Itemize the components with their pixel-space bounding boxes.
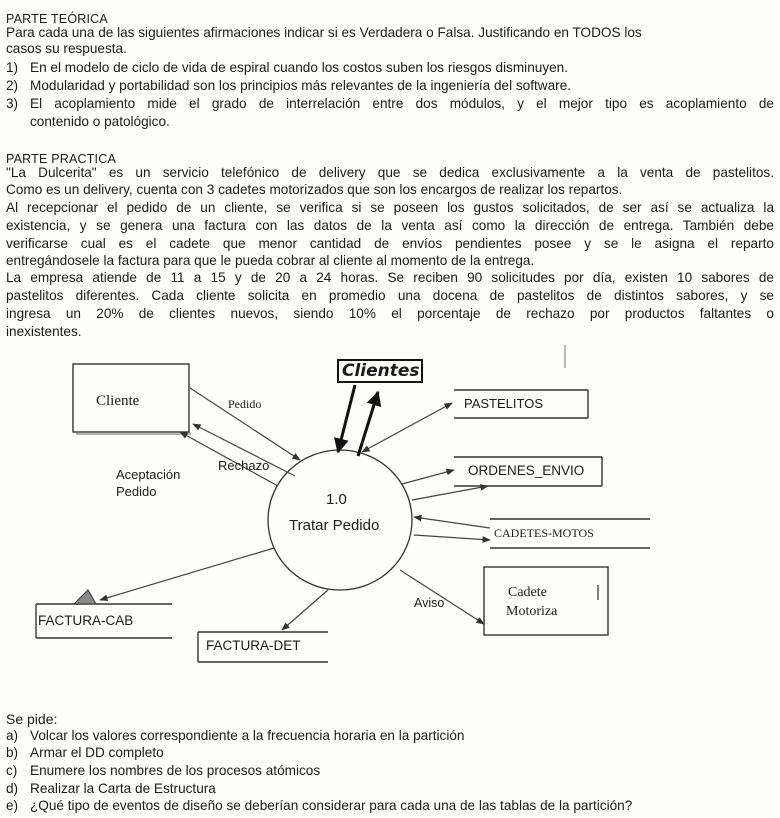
flow-factura-det-arrow: [282, 590, 328, 630]
flow-rechazo-label: Rechazo: [218, 458, 270, 473]
questions-heading: Se pide:: [6, 711, 58, 727]
theory-item-3-text: El acoplamiento mide el grado de interrelación entre dos módulos, y el mejor tipo es acoplamiento de: [30, 96, 774, 111]
theory-intro-line-1: Para cada una de las siguientes afirmaciones indicar si es Verdadera o Falsa. Justificando en TODOS los: [6, 25, 642, 40]
theory-intro-line-2: casos su respuesta.: [6, 41, 127, 56]
theory-item-1-number: 1): [6, 60, 19, 75]
store-factura-cab-label: FACTURA-CAB: [38, 613, 134, 628]
question-a-text: Volcar los valores correspondiente a la frecuencia horaria en la partición: [30, 728, 465, 743]
entity-cliente-label: Cliente: [96, 393, 140, 409]
entity-cadete-box: [484, 567, 608, 635]
question-d-text: Realizar la Carta de Estructura: [30, 781, 216, 796]
practice-line-5: verificarse cual es el cadete que menor cantidad de envíos pendientes posee y se le asigna el reparto: [6, 236, 774, 251]
process-number: 1.0: [326, 491, 347, 508]
flow-clientes-out-arrow: [358, 392, 378, 456]
flow-cadetes-update-arrow: [414, 535, 490, 540]
question-e-text: ¿Qué tipo de eventos de diseño se deberían considerar para cada una de las tablas de la partición?: [30, 798, 633, 813]
flow-ordenes-in-arrow: [402, 470, 454, 484]
practice-line-1: "La Dulcerita" es un servicio telefónico de delivery que se dedica exclusivamente a la venta de pastelitos.: [6, 165, 774, 180]
practice-line-2: Como es un delivery, cuenta con 3 cadetes motorizados que son los encargos de realizar los repartos.: [6, 182, 623, 197]
entity-cadete-label-2: Motoriza: [506, 604, 558, 619]
flow-pastelitos-arrow: [362, 403, 452, 452]
theory-item-3-text-cont: contenido o patológico.: [30, 114, 170, 129]
question-d-letter: d): [6, 781, 19, 796]
store-factura-det-label: FACTURA-DET: [206, 638, 301, 653]
practice-line-10: inexistentes.: [6, 324, 82, 339]
store-pastelitos-label: PASTELITOS: [464, 396, 543, 411]
flow-cadetes-read-arrow: [414, 517, 490, 528]
theory-item-2-number: 2): [6, 78, 19, 93]
store-factura-cab-corner-mark: [74, 590, 96, 604]
question-e-letter: e): [6, 798, 19, 813]
question-a-letter: a): [6, 728, 19, 743]
store-clientes-label: Clientes: [342, 361, 420, 381]
theory-heading: PARTE TEÓRICA: [6, 12, 108, 26]
practice-line-7: La empresa atiende de 11 a 15 y de 20 a 24 horas. Se reciben 90 solicitudes por día, existen 10 sabores de: [6, 270, 774, 285]
practice-line-6: entregándosele la factura para que le pueda cobrar al cliente al momento de la entrega.: [6, 253, 535, 268]
theory-item-1-text: En el modelo de ciclo de vida de espiral cuando los costos suben los riesgos disminuyen.: [30, 60, 569, 75]
process-name: Tratar Pedido: [289, 517, 380, 534]
question-c-text: Enumere los nombres de los procesos atómicos: [30, 763, 321, 778]
flow-factura-cab-arrow: [100, 548, 274, 600]
practice-line-4: existencia, y se genera una factura con las datos de la venta así como la dirección de entrega. También debe: [6, 218, 774, 233]
store-ordenes-label: ORDENES_ENVIO: [468, 463, 585, 478]
flow-clientes-in-arrow: [338, 385, 355, 452]
practice-line-9: ingresa un 20% de clientes nuevos, siendo 10% el porcentaje de rechazo por productos faltantes o: [6, 306, 774, 321]
flow-ordenes-out-arrow: [412, 486, 488, 500]
flow-aceptacion-label-1: Aceptación: [116, 467, 181, 482]
question-b-letter: b): [6, 745, 19, 760]
theory-item-3-number: 3): [6, 96, 19, 111]
flow-aviso-label: Aviso: [414, 596, 445, 610]
entity-cadete-label-1: Cadete: [508, 585, 547, 600]
practice-line-3: Al recepcionar el pedido de un cliente, se verifica si se poseen los gustos solicitados, de ser así se actualiza la: [6, 200, 774, 215]
flow-aceptacion-label-2: Pedido: [116, 484, 157, 499]
practice-line-8: pastelitos diferentes. Cada cliente solicita en promedio una docena de pastelitos de distintos sabores, y se: [6, 288, 774, 303]
practice-heading: PARTE PRACTICA: [6, 152, 116, 166]
question-b-text: Armar el DD completo: [30, 745, 164, 760]
store-cadetes-label: CADETES-MOTOS: [494, 526, 594, 540]
flow-pedido-label: Pedido: [228, 397, 262, 411]
theory-item-2-text: Modularidad y portabilidad son los principios más relevantes de la ingeniería del software.: [30, 78, 572, 93]
question-c-letter: c): [6, 763, 18, 778]
